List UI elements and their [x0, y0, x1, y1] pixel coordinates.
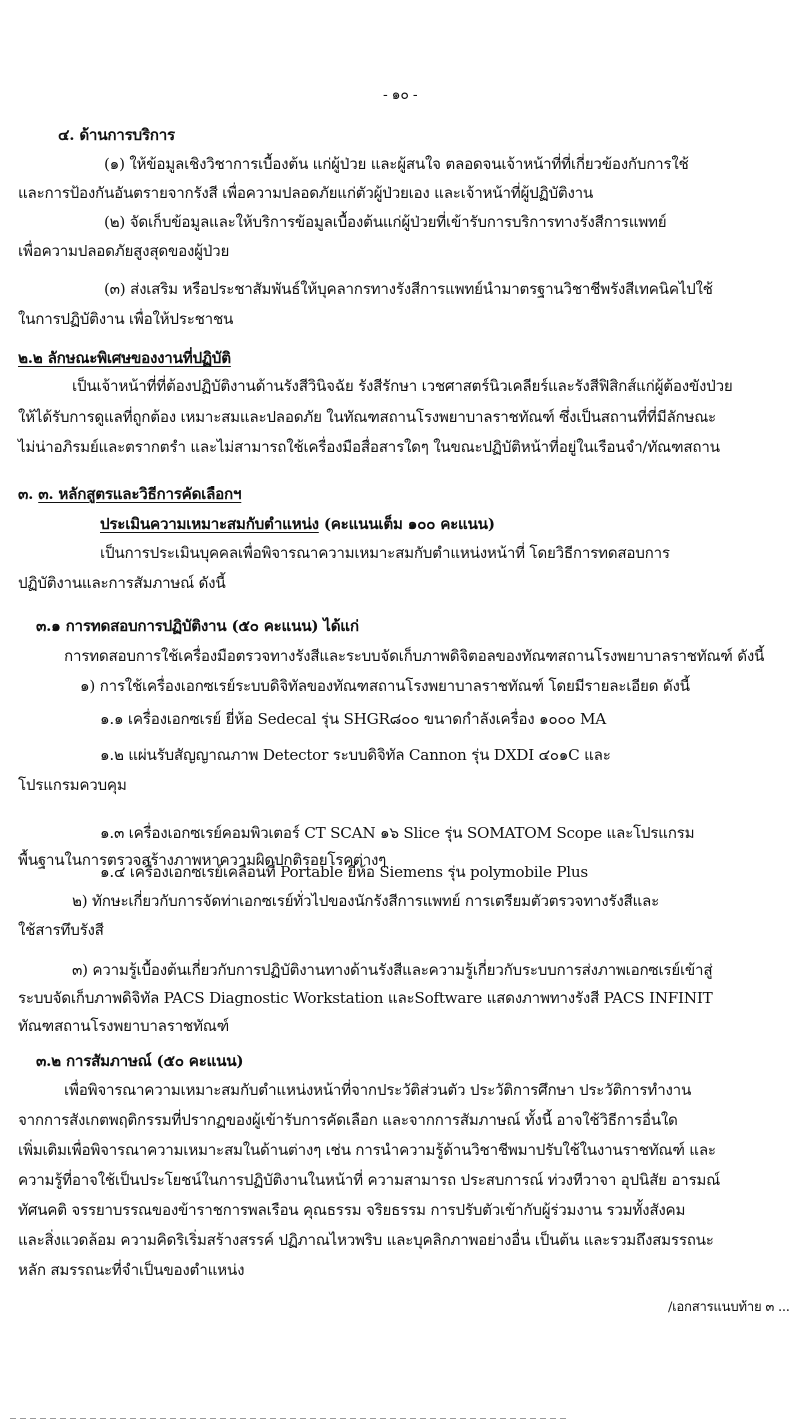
sec4-item-1-line-2: และการป้องกันอันตรายจากรังสี เพื่อความปลอดภัยแก่ตัวผู้ป่วยเอง และเจ้าหน้าที่ผู้ปฏิบัติงาน — [18, 184, 594, 202]
sec22-line-3: ไม่น่าอภิรมย์และตรากตรำ และไม่สามารถใช้เครื่องมือสื่อสารใดๆ ในขณะปฏิบัติหน้าที่อยู่ในเรือนจำ/ทัณฑสถาน — [18, 438, 720, 456]
assessment-score: (คะแนนเต็ม ๑๐๐ คะแนน) — [318, 515, 495, 533]
sec31-lead: การทดสอบการใช้เครื่องมือตรวจทางรังสีและระบบจัดเก็บภาพดิจิตอลของทัณฑสถานโรงพยาบาลราชทัณฑ์ ดังนี้ — [64, 647, 765, 665]
sec32-line-7: หลัก สมรรถนะที่จำเป็นของตำแหน่ง — [18, 1261, 245, 1279]
sec31-item-1-1: ๑.๑ เครื่องเอกซเรย์ ยี่ห้อ Sedecal รุ่น SHGR๘๐๐ ขนาดกำลังเครื่อง ๑๐๐๐ MA — [100, 710, 607, 728]
section-2-2-heading: ๒.๒ ลักษณะพิเศษของงานที่ปฏิบัติ — [18, 349, 231, 367]
section-3-2-heading: ๓.๒ การสัมภาษณ์ (๕๐ คะแนน) — [36, 1052, 244, 1070]
sec22-line-2: ให้ได้รับการดูแลที่ถูกต้อง เหมาะสมและปลอดภัย ในทัณฑสถานโรงพยาบาลราชทัณฑ์ ซึ่งเป็นสถานที่ที่มีลักษณะ — [18, 408, 716, 426]
sec31-item-3-line-3: ทัณฑสถานโรงพยาบาลราชทัณฑ์ — [18, 1017, 229, 1035]
assessment-title: ประเมินความเหมาะสมกับตำแหน่ง — [100, 515, 319, 533]
sec31-item-2-line-1: ๒) ทักษะเกี่ยวกับการจัดท่าเอกซเรย์ทั่วไปของนักรังสีการแพทย์ การเตรียมตัวตรวจทางรังสีและ — [72, 892, 660, 910]
sec4-item-3-line-2: ในการปฏิบัติงาน เพื่อให้ประชาชน — [18, 310, 234, 328]
sec31-item-1-3-line-2: พื้นฐานในการตรวจสร้างภาพหาความผิดปกติรอยโรคต่างๆ — [18, 851, 387, 869]
footer-rule — [10, 1418, 570, 1419]
continuation-note: /เอกสารแนบท้าย ๓ ... — [668, 1300, 790, 1315]
sec31-item-1-2-line-2: โปรแกรมควบคุม — [18, 776, 127, 794]
sec3-intro-line-2: ปฏิบัติงานและการสัมภาษณ์ ดังนี้ — [18, 574, 226, 592]
sec31-item-1-2-line-1: ๑.๒ แผ่นรับสัญญาณภาพ Detector ระบบดิจิทัล Cannon รุ่น DXDI ๔๐๑C และ — [100, 746, 611, 764]
sec4-item-2-line-2: เพื่อความปลอดภัยสูงสุดของผู้ป่วย — [18, 242, 230, 260]
sec31-item-3-line-1: ๓) ความรู้เบื้องต้นเกี่ยวกับการปฏิบัติงานทางด้านรังสีและความรู้เกี่ยวกับระบบการส่งภาพเอกซเรย์เข้าสู่ — [72, 961, 713, 979]
sec31-item-1-3-line-1: ๑.๓ เครื่องเอกซเรย์คอมพิวเตอร์ CT SCAN ๑๖ Slice รุ่น SOMATOM Scope และโปรแกรม — [100, 824, 695, 842]
section-3-title: ๓. หลักสูตรและวิธีการคัดเลือกฯ — [38, 485, 242, 503]
sec31-item-3-line-2: ระบบจัดเก็บภาพดิจิทัล PACS Diagnostic Workstation และSoftware แสดงภาพทางรังสี PACS INFINIT — [18, 989, 713, 1007]
page-number: - ๑๐ - — [383, 87, 418, 103]
sec32-line-4: ความรู้ที่อาจใช้เป็นประโยชน์ในการปฏิบัติงานในหน้าที่ ความสามารถ ประสบการณ์ ท่วงทีวาจา อุปนิสัย อารมณ์ — [18, 1171, 720, 1189]
section-3-number: ๓. — [18, 485, 39, 503]
sec4-item-1-line-1: (๑) ให้ข้อมูลเชิงวิชาการเบื้องต้น แก่ผู้ป่วย และผู้สนใจ ตลอดจนเจ้าหน้าที่ที่เกี่ยวข้องกับการใช้ — [104, 155, 689, 173]
section-3-1-heading: ๓.๑ การทดสอบการปฏิบัติงาน (๕๐ คะแนน) ได้แก่ — [36, 617, 359, 635]
sec4-item-2-line-1: (๒) จัดเก็บข้อมูลและให้บริการข้อมูลเบื้องต้นแก่ผู้ป่วยที่เข้ารับการบริการทางรังสีการแพทย์ — [104, 213, 667, 231]
sec32-line-3: เพิ่มเติมเพื่อพิจารณาความเหมาะสมในด้านต่างๆ เช่น การนำความรู้ด้านวิชาชีพมาปรับใช้ในงานราชทัณฑ์ และ — [18, 1141, 716, 1159]
sec32-line-2: จากการสังเกตพฤติกรรมที่ปรากฏของผู้เข้ารับการคัดเลือก และจากการสัมภาษณ์ ทั้งนี้ อาจใช้วิธีการอื่นใด — [18, 1111, 678, 1129]
sec22-line-1: เป็นเจ้าหน้าที่ที่ต้องปฏิบัติงานด้านรังสีวินิจฉัย รังสีรักษา เวชศาสตร์นิวเคลียร์และรังสีฟิสิกส์แก่ผู้ต้องขังป่วย — [72, 377, 733, 395]
section-3-heading — [18, 484, 241, 504]
sec31-item-1: ๑) การใช้เครื่องเอกซเรย์ระบบดิจิทัลของทัณฑสถานโรงพยาบาลราชทัณฑ์ โดยมีรายละเอียด ดังนี้ — [80, 677, 690, 695]
sec4-item-3-line-1: (๓) ส่งเสริม หรือประชาสัมพันธ์ให้บุคลากรทางรังสีการแพทย์นำมาตรฐานวิชาชีพรังสีเทคนิคไปใช้ — [104, 280, 713, 298]
sec32-line-6: และสิ่งแวดล้อม ความคิดริเริ่มสร้างสรรค์ ปฏิภาณไหวพริบ และบุคลิกภาพอย่างอื่น เป็นต้น และรวมถึงสมรรถนะ — [18, 1231, 714, 1249]
sec31-item-1-4: ๑.๔ เครื่องเอกซเรย์เคลื่อนที่ Portable ยี่ห้อ Siemens รุ่น polymobile Plus — [100, 863, 588, 881]
sec32-line-5: ทัศนคติ จรรยาบรรณของข้าราชการพลเรือน คุณธรรม จริยธรรม การปรับตัวเข้ากับผู้ร่วมงาน รวมทั้งสังคม — [18, 1201, 686, 1219]
sec32-line-1: เพื่อพิจารณาความเหมาะสมกับตำแหน่งหน้าที่จากประวัติส่วนตัว ประวัติการศึกษา ประวัติการทำงาน — [64, 1081, 692, 1099]
sec3-intro-line-1: เป็นการประเมินบุคคลเพื่อพิจารณาความเหมาะสมกับตำแหน่งหน้าที่ โดยวิธีการทดสอบการ — [100, 544, 670, 562]
sec31-item-2-line-2: ใช้สารทึบรังสี — [18, 921, 104, 939]
assessment-title-line — [100, 514, 495, 534]
section-4-heading: ๔. ด้านการบริการ — [58, 126, 175, 144]
